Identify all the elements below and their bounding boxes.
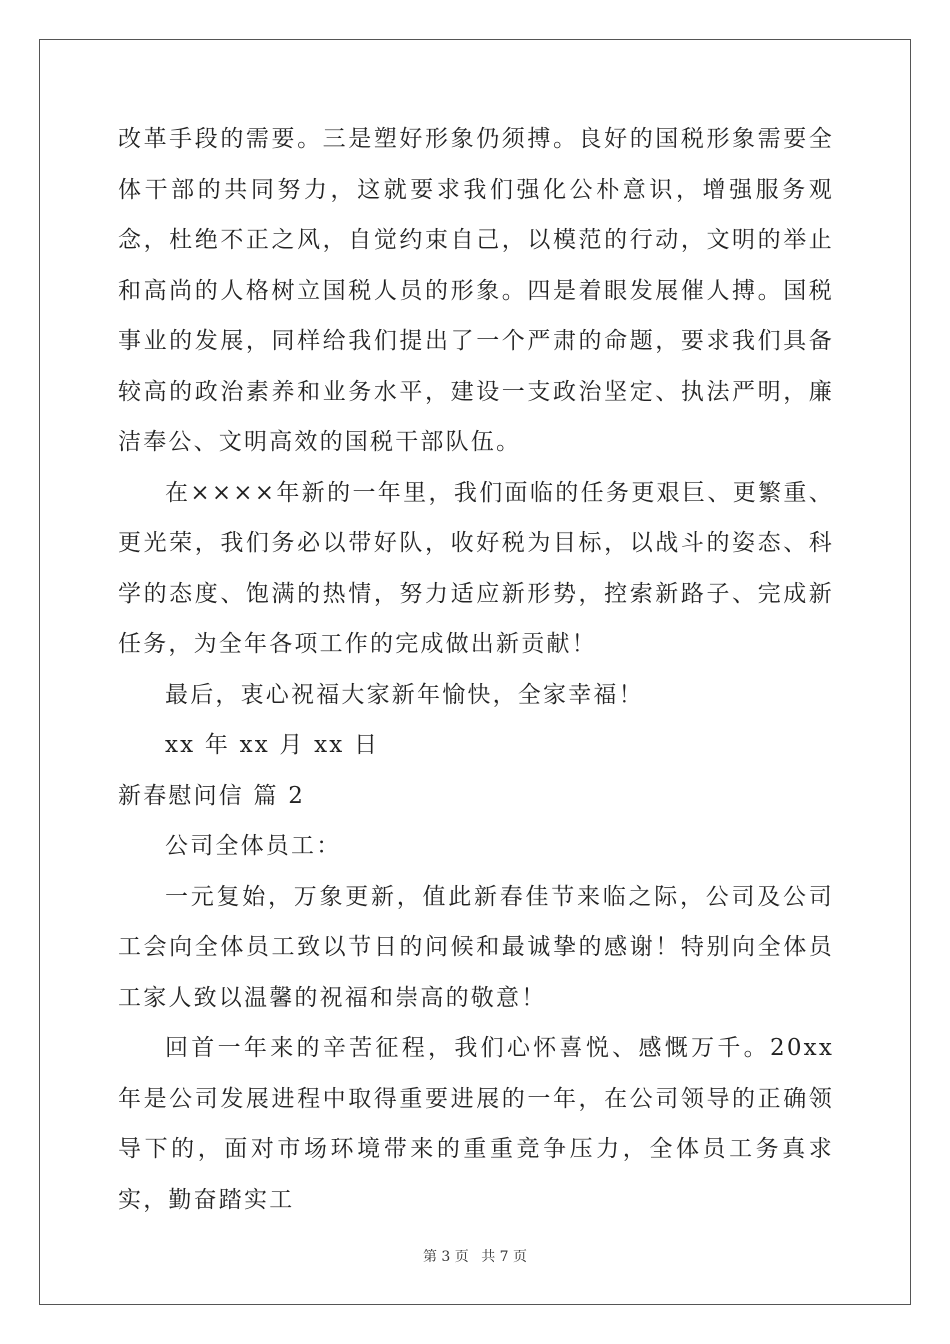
document-body	[118, 114, 834, 1225]
paragraph-closing-wish: 最后，衷心祝福大家新年愉快，全家幸福！	[165, 681, 644, 708]
paragraph-greeting: 一元复始，万象更新，值此新春佳节来临之际，公司及公司工会向全体员工致以节日的问候和最诚挚的感谢！特别向全体员工家人致以温馨的祝福和崇高的敬意！	[118, 883, 834, 1011]
page-total: 共 7 页	[481, 1249, 528, 1265]
paragraph-review: 回首一年来的辛苦征程，我们心怀喜悦、感慨万千。20xx 年是公司发展进程中取得重要进展的一年，在公司领导的正确领导下的，面对市场环境带来的重重竞争压力，全体员工务真求实，勤奋踏实工	[118, 1035, 834, 1213]
salutation: 公司全体员工：	[165, 833, 342, 859]
paragraph-continuation: 改革手段的需要。三是塑好形象仍须搏。良好的国税形象需要全体干部的共同努力，这就要求我们强化公朴意识，增强服务观念，杜绝不正之风，自觉约束自己，以模范的行动，文明的举止和高尚的人格树立国税人员的形象。四是着眼发展催人搏。国税事业的发展，同样给我们提出了一个严肃的命题，要求我们具备较高的政治素养和业务水平，建设一支政治坚定、执法严明，廉洁奉公、文明高效的国税干部队伍。	[118, 126, 834, 455]
section-heading: 新春慰问信 篇 2	[118, 782, 306, 809]
page-footer	[0, 1246, 950, 1266]
date-line: xx 年 xx 月 xx 日	[165, 732, 380, 758]
paragraph-new-year-tasks: 在××××年新的一年里，我们面临的任务更艰巨、更繁重、更光荣，我们务必以带好队，收好税为目标，以战斗的姿态、科学的态度、饱满的热情，努力适应新形势，控索新路子、完成新任务，为全年各项工作的完成做出新贡献！	[118, 479, 834, 657]
page-number: 第 3 页	[422, 1249, 469, 1265]
